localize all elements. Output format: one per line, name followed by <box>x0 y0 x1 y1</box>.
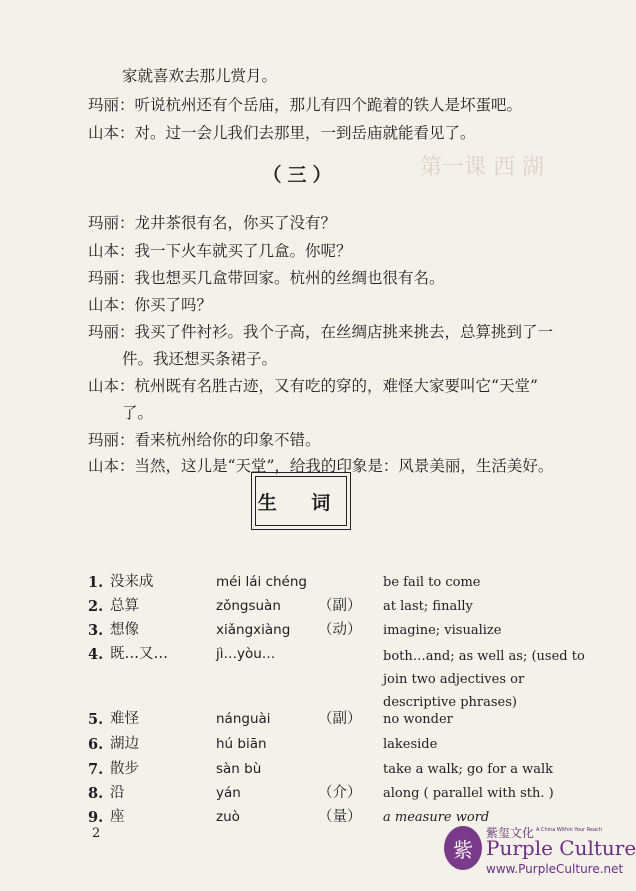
dialogue-line: 件。我还想买条裙子。 <box>122 350 278 368</box>
speaker-label: 山本： <box>88 457 135 475</box>
dialogue-line: 家就喜欢去那儿赏月。 <box>122 67 278 85</box>
speaker-label: 玛丽： <box>88 431 135 449</box>
show-through-text: 第一课 西 湖 <box>420 155 544 180</box>
watermark-brand-zh: 紫玺文化 <box>486 826 535 840</box>
speaker-label: 玛丽： <box>88 323 135 341</box>
watermark-logo <box>440 822 636 882</box>
section-heading: （三） <box>262 164 338 186</box>
speaker-label: 山本： <box>88 124 135 142</box>
dialogue-line: 玛丽：看来杭州给你的印象不错。 <box>88 431 321 449</box>
speaker-label: 玛丽： <box>88 214 135 232</box>
dialogue-line: 玛丽：我也想买几盒带回家。杭州的丝绸也很有名。 <box>88 269 445 287</box>
dialogue-line: 玛丽：我买了件衬衫。我个子高，在丝绸店挑来挑去，总算挑到了一 <box>88 323 554 341</box>
dialogue-line: 了。 <box>122 404 154 422</box>
vocab-title-box <box>255 476 347 526</box>
speaker-label: 山本： <box>88 296 135 314</box>
dialogue-line: 山本：我一下火车就买了几盒。你呢？ <box>88 242 352 260</box>
speaker-label: 山本： <box>88 242 135 260</box>
speaker-label: 玛丽： <box>88 269 135 287</box>
dialogue-line: 玛丽：龙井茶很有名，你买了没有？ <box>88 214 337 232</box>
vocab-title: 生 词 <box>257 491 345 514</box>
dialogue-line: 山本：杭州既有名胜古迹，又有吃的穿的，难怪大家要叫它“天堂” <box>88 377 538 395</box>
watermark-brand-en: Purple Culture <box>486 836 636 860</box>
textbook-page: 第一课 西 湖 家就喜欢去那儿赏月。 玛丽：听说杭州还有个岳庙，那儿有四个跪着的铁人是坏蛋吧。 山本：对。过一会儿我们去那里，一到岳庙就能看见了。 （三） 玛丽：龙井茶很有名，你买了没有？ 山本：我一下火车就买了几盒。你呢？ 玛丽：我也想买几盒带回家。杭州的丝绸也很有名。 山本：你买了吗？ 玛丽：我买了件衬衫。我个子高，在丝绸店挑来挑去，总算挑到了一 件。我还想买条裙子。 山本：杭州既有名胜古迹，又有吃的穿的，难怪大家要叫它“天堂” 了。 玛丽：看来杭州给你的印象不错。 山本：当然，这儿是“天堂”，给我的印象是：风景美丽，生活美好。 生 词 1. 没来成 méi lái chéng be fail to come 2. 总算 zǒngsuàn （副） at last; finally 3. 想像 xiǎngxiàng （动） imagine; visualize 4. 既…又… jì…yòu… both…and; as well as; (used to join two adjectives or descriptive phrases) 5. 难怪 nánguài （副） no wonder 6. 湖边 hú biān lakeside 7. 散步 sàn bù take a walk; go for a walk 8. 沿 yán （介） along ( parallel with sth. ) 9. 座 zuò （量） a measure word 2 紫 紫玺文化 A China Within Your Reach Purple Culture www.PurpleCulture.net <box>0 0 600 891</box>
speaker-label: 玛丽： <box>88 96 135 114</box>
watermark-url: www.PurpleCulture.net <box>486 862 624 876</box>
page-number: 2 <box>92 826 101 841</box>
dialogue-line: 玛丽：听说杭州还有个岳庙，那儿有四个跪着的铁人是坏蛋吧。 <box>88 96 523 114</box>
dialogue-line: 山本：当然，这儿是“天堂”，给我的印象是：风景美丽，生活美好。 <box>88 457 554 475</box>
speaker-label: 山本： <box>88 377 135 395</box>
dialogue-line: 山本：对。过一会儿我们去那里，一到岳庙就能看见了。 <box>88 124 476 142</box>
dialogue-line: 山本：你买了吗？ <box>88 296 213 314</box>
seal-icon: 紫 <box>444 826 482 870</box>
watermark-tagline: A China Within Your Reach <box>536 827 602 833</box>
